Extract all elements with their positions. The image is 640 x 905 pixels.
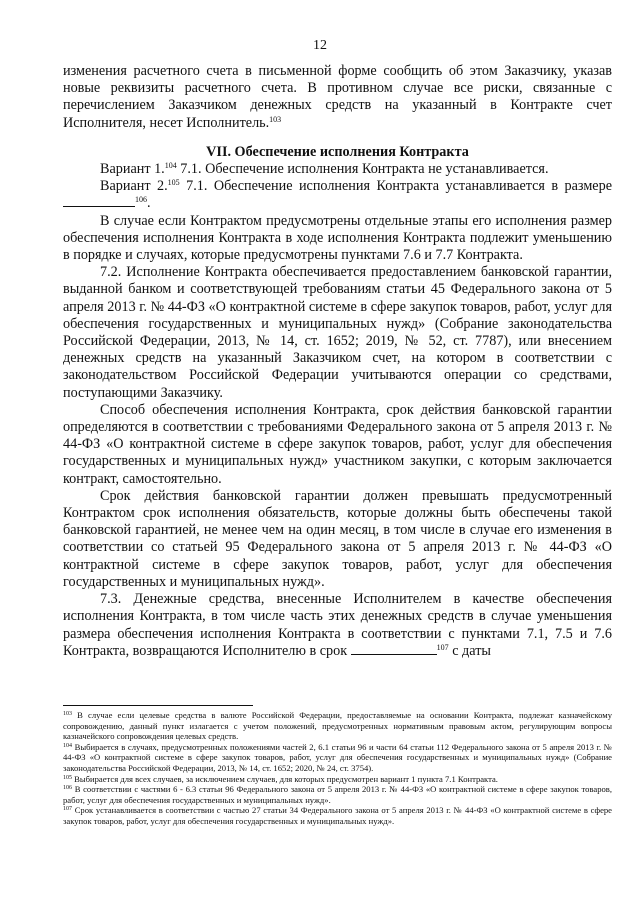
blank-field [63,195,135,207]
paragraph-stages: В случае если Контрактом предусмотрены отдельные этапы его исполнения размер обеспечения исполнения Контракта в ходе исполнения Контракта подлежит уменьшению в порядке и случаях, которые предусмотрены пунктами 7.6 и 7.7 Контракта. [63,212,612,264]
footnote: $^{106}$ В соответствии с частями 6 - 6.3 статьи 96 Федерального закона от 5 апреля 2013 г. № 44-ФЗ «О контрактной системе в сфере закупок товаров, работ, услуг для обеспечения государственных и муниципальных нужд». [63,784,612,805]
footnote-ref: 105 [167,178,180,188]
section-title: VII. Обеспечение исполнения Контракта [206,143,469,160]
footnote-ref: 106 [135,195,147,205]
paragraph-7-2: 7.2. Исполнение Контракта обеспечивается предоставлением банковской гарантии, выданной банком и соответствующей требованиям статьи 45 Федерального закона от 5 апреля 2013 г. № 44-ФЗ «О контрактной системе в сфере закупок товаров, работ, услуг для обеспечения государственных и муниципальных нужд» (Собрание законодательства Российской Федерации, 2013, № 14, ст. 1652; 2019, № 52, ст. 7787), или внесением денежных средств на указанный Заказчиком счет, на котором в соответствии с законодательством Российской Федерации учитываются операции со средствами, поступающими Заказчику. [63,264,612,401]
footnote-ref: 104 [164,161,177,171]
document-body [63,63,612,660]
footnote: $^{104}$ Выбирается в случаях, предусмотренных положениями частей 2, 6.1 статьи 96 и части 64 статьи 112 Федерального закона от 5 апреля 2013 г. № 44-ФЗ «О контрактной системе в сфере закупок товаров, работ, услуг для обеспечения государственных и муниципальных нужд» (Собрание законодательства Российской Федерации, 2013, № 14, ст. 1652; 2020, № 24, ст. 3754). [63,741,612,773]
footnote: $^{105}$ Выбирается для всех случаев, за исключением случаев, для которых предусмотрен вариант 1 пункта 7.1 Контракта. [63,773,498,784]
footnote-ref: 107 [436,642,449,652]
variant-1: Вариант 1.$^{104}$ 7.1. Обеспечение исполнения Контракта не устанавливается. [100,161,549,178]
paragraph-guarantee-term: Срок действия банковской гарантии должен превышать предусмотренный Контрактом срок исполнения обязательств, которые должны быть обеспечены такой банковской гарантией, не менее чем на один месяц, в том числе в случае его изменения в соответствии со статьей 95 Федерального закона от 5 апреля 2013 г. № 44-ФЗ «О контрактной системе в сфере закупок товаров, работ, услуг для обеспечения государственных и муниципальных нужд». [63,487,612,590]
footnote: $^{103}$ В случае если целевые средства в валюте Российской Федерации, предоставляемые на основании Контракта, подлежат казначейскому сопровождению, данный пункт излагается с учетом положений, предусмотренных нормативным правовым актом, регулирующим вопросы казначейского сопровождения целевых средств. [63,710,612,742]
paragraph-security-method: Способ обеспечения исполнения Контракта, срок действия банковской гарантии определяются в соответствии с требованиями Федерального закона от 5 апреля 2013 г. № 44-ФЗ «О контрактной системе в сфере закупок товаров, работ, услуг для обеспечения государственных и муниципальных нужд» участником закупки, с которым заключается контракт, самостоятельно. [63,401,612,487]
paragraph-7-3: 7.3. Денежные средства, внесенные Исполнителем в качестве обеспечения исполнения Контракта, в том числе часть этих денежных средств в случае уменьшения размера обеспечения исполнения Контракта в соответствии с пунктами 7.1, 7.5 и 7.6 Контракта, возвращаются Исполнителю в срок $^{107}$ с даты [63,591,612,659]
footnote-separator [63,705,253,706]
footnote: $^{107}$ Срок устанавливается в соответствии с частью 27 статьи 34 Федерального закона от 5 апреля 2013 г. № 44-ФЗ «О контрактной системе в сфере закупок товаров, работ, услуг для обеспечения государственных и муниципальных нужд». [63,805,612,826]
paragraph-continuation: изменения расчетного счета в письменной форме сообщить об этом Заказчику, указав новые реквизиты расчетного счета. В противном случае все риски, связанные с перечислением Заказчиком денежных средств на указанный в Контракте счет Исполнителя, несет Исполнитель.$^{103}$ [63,63,612,131]
variant-2: Вариант 2.$^{105}$ 7.1. Обеспечение исполнения Контракта устанавливается в размере $^{106}$. [63,178,612,212]
blank-field [351,643,437,655]
footnotes [63,710,612,827]
footnote-ref: 103 [269,114,282,124]
page-number: 12 [313,38,327,53]
